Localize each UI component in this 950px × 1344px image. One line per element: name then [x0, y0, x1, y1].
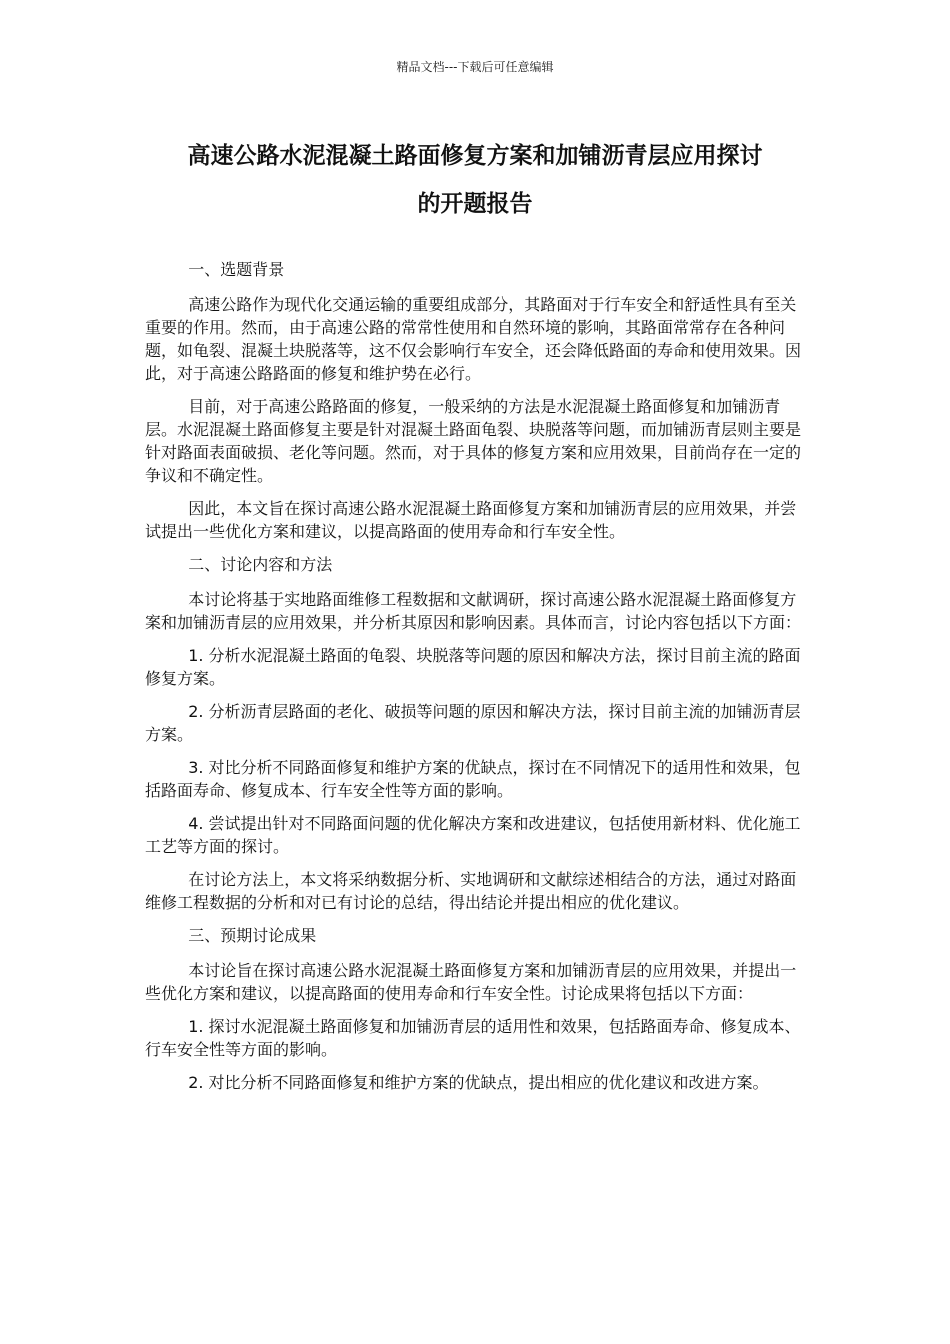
list-item: 2. 分析沥青层路面的老化、破损等问题的原因和解决方法，探讨目前主流的加铺沥青层方案。	[145, 702, 801, 744]
list-item: 2. 对比分析不同路面修复和维护方案的优缺点，提出相应的优化建议和改进方案。	[188, 1073, 769, 1092]
list-item: 4. 尝试提出针对不同路面问题的优化解决方案和改进建议，包括使用新材料、优化施工工艺等方面的探讨。	[145, 814, 801, 856]
page-header: 精品文档---下载后可任意编辑	[396, 60, 554, 74]
list-item: 1. 探讨水泥混凝土路面修复和加铺沥青层的适用性和效果，包括路面寿命、修复成本、行车安全性等方面的影响。	[145, 1017, 801, 1059]
document-title	[145, 132, 805, 228]
title-line-2: 的开题报告	[417, 191, 533, 217]
section-heading-content-method: 二、讨论内容和方法	[188, 555, 333, 574]
paragraph: 高速公路作为现代化交通运输的重要组成部分，其路面对于行车安全和舒适性具有至关重要的作用。然而，由于高速公路的常常性使用和自然环境的影响，其路面常常存在各种问题，如龟裂、混凝土块脱落等，这不仅会影响行车安全，还会降低路面的寿命和使用效果。因此，对于高速公路路面的修复和维护势在必行。	[145, 295, 802, 383]
title-line-1: 高速公路水泥混凝土路面修复方案和加铺沥青层应用探讨	[187, 143, 763, 169]
paragraph: 在讨论方法上，本文将采纳数据分析、实地调研和文献综述相结合的方法，通过对路面维修工程数据的分析和对已有讨论的总结，得出结论并提出相应的优化建议。	[145, 870, 797, 912]
list-item: 3. 对比分析不同路面修复和维护方案的优缺点，探讨在不同情况下的适用性和效果，包括路面寿命、修复成本、行车安全性等方面的影响。	[145, 758, 801, 800]
document-body	[145, 258, 807, 1104]
section-heading-expected-results: 三、预期讨论成果	[188, 926, 317, 945]
paragraph: 本讨论旨在探讨高速公路水泥混凝土路面修复方案和加铺沥青层的应用效果，并提出一些优化方案和建议，以提高路面的使用寿命和行车安全性。讨论成果将包括以下方面：	[145, 961, 797, 1003]
paragraph: 本讨论将基于实地路面维修工程数据和文献调研，探讨高速公路水泥混凝土路面修复方案和加铺沥青层的应用效果，并分析其原因和影响因素。具体而言，讨论内容包括以下方面：	[145, 590, 802, 632]
list-item: 1. 分析水泥混凝土路面的龟裂、块脱落等问题的原因和解决方法，探讨目前主流的路面修复方案。	[145, 646, 801, 688]
section-heading-background: 一、选题背景	[188, 260, 285, 279]
paragraph: 目前，对于高速公路路面的修复，一般采纳的方法是水泥混凝土路面修复和加铺沥青层。水泥混凝土路面修复主要是针对混凝土路面龟裂、块脱落等问题，而加铺沥青层则主要是针对路面表面破损、老化等问题。然而，对于具体的修复方案和应用效果，目前尚存在一定的争议和不确定性。	[145, 397, 802, 485]
paragraph: 因此，本文旨在探讨高速公路水泥混凝土路面修复方案和加铺沥青层的应用效果，并尝试提出一些优化方案和建议，以提高路面的使用寿命和行车安全性。	[145, 499, 797, 541]
